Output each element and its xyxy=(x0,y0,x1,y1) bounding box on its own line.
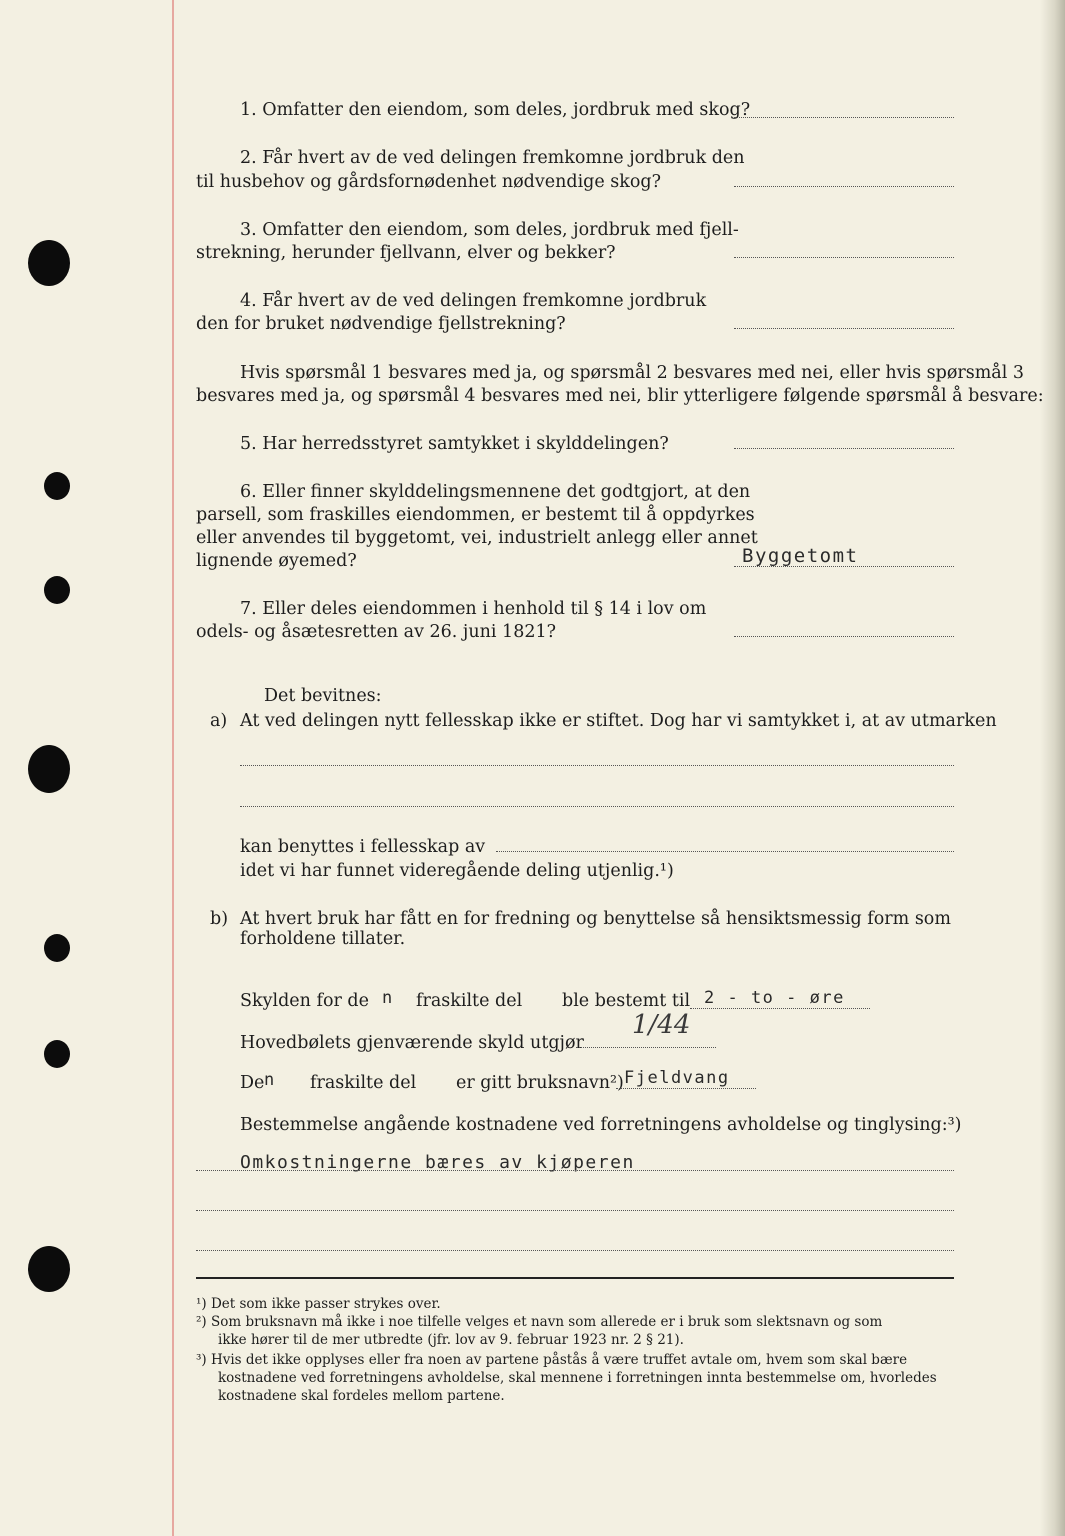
skyld-n-typed[interactable]: n xyxy=(382,988,394,1008)
declaration-a-text: At ved delingen nytt fellesskap ikke er stiftet. Dog har vi samtykket i, at av utmarken xyxy=(240,711,997,731)
condition-line-2: besvares med ja, og spørsmål 4 besvares med nei, blir ytterligere følgende spørsmål å besvare: xyxy=(196,386,1044,406)
footnote-2-line-1: ²) Som bruksnavn må ikke i noe tilfelle velges et navn som allerede er i bruk som slektsnavn og som xyxy=(196,1314,883,1330)
bruksnavn-middle: fraskilte del xyxy=(310,1073,417,1093)
answer-6-typed[interactable]: Byggetomt xyxy=(742,545,859,567)
skyld-prefix: Skylden for de xyxy=(240,991,369,1011)
bruksnavn-prefix: De xyxy=(240,1073,265,1093)
skyld-line xyxy=(690,1008,870,1009)
binder-hole xyxy=(44,1040,70,1068)
question-4-line-2: den for bruket nødvendige fjellstrekning? xyxy=(196,314,566,334)
answer-line-6 xyxy=(734,566,954,567)
question-6-line-2: parsell, som fraskilles eiendommen, er bestemt til å oppdyrkes xyxy=(196,505,755,525)
bruksnavn-n-typed[interactable]: n xyxy=(264,1070,276,1090)
declaration-b-label: b) xyxy=(210,909,229,929)
answer-line-1[interactable] xyxy=(734,117,954,118)
declaration-b-line-2: forholdene tillater. xyxy=(240,929,406,949)
footnote-1: ¹) Det som ikke passer strykes over. xyxy=(196,1296,441,1312)
question-6-line-1: 6. Eller finner skylddelingsmennene det godtgjort, at den xyxy=(240,482,751,502)
question-1: 1. Omfatter den eiendom, som deles, jordbruk med skog? xyxy=(240,100,751,120)
question-5: 5. Har herredsstyret samtykket i skylddelingen? xyxy=(240,434,669,454)
skyld-post: ble bestemt til xyxy=(562,991,691,1011)
bruksnavn-post: er gitt bruksnavn²) xyxy=(456,1073,624,1093)
binder-hole xyxy=(44,576,70,604)
binder-hole xyxy=(44,472,70,500)
answer-line-4[interactable] xyxy=(734,328,954,329)
bruksnavn-line xyxy=(616,1088,756,1089)
question-6-line-3: eller anvendes til byggetomt, vei, industrielt anlegg eller annet xyxy=(196,528,758,548)
skyld-value-typed[interactable]: 2 - to - øre xyxy=(704,988,845,1008)
footnote-3-line-1: ³) Hvis det ikke opplyses eller fra noen av partene påstås å være truffet avtale om, hvem som skal bære xyxy=(196,1352,908,1368)
question-3-line-2: strekning, herunder fjellvann, elver og bekker? xyxy=(196,243,616,263)
answer-line-2[interactable] xyxy=(734,186,954,187)
question-2-line-1: 2. Får hvert av de ved delingen fremkomne jordbruk den xyxy=(240,148,745,168)
kostnad-line-1 xyxy=(196,1170,954,1171)
kostnad-label: Bestemmelse angående kostnadene ved forretningens avholdelse og tinglysing:³) xyxy=(240,1115,962,1135)
question-7-line-2: odels- og åsætesretten av 26. juni 1821? xyxy=(196,622,556,642)
footnote-2-line-2: ikke hører til de mer utbredte (jfr. lov av 9. februar 1923 nr. 2 § 21). xyxy=(218,1332,684,1348)
kostnad-line-3[interactable] xyxy=(196,1250,954,1251)
hovedbol-value-handwritten[interactable]: 1/44 xyxy=(632,1010,691,1040)
hovedbol-label: Hovedbølets gjenværende skyld utgjør xyxy=(240,1033,584,1053)
question-7-line-1: 7. Eller deles eiendommen i henhold til § 14 i lov om xyxy=(240,599,707,619)
skyld-middle: fraskilte del xyxy=(416,991,523,1011)
question-3-line-1: 3. Omfatter den eiendom, som deles, jordbruk med fjell- xyxy=(240,220,739,240)
condition-line-1: Hvis spørsmål 1 besvares med ja, og spørsmål 2 besvares med nei, eller hvis spørsmål 3 xyxy=(240,363,1025,383)
binder-hole xyxy=(28,745,70,793)
binder-hole xyxy=(28,1246,70,1292)
declaration-b-line-1: At hvert bruk har fått en for fredning og benyttelse så hensiktsmessig form som xyxy=(240,909,951,929)
binder-hole xyxy=(28,240,70,286)
footnote-divider xyxy=(196,1277,954,1279)
margin-line xyxy=(172,0,174,1536)
binder-hole xyxy=(44,934,70,962)
footnote-3-line-2: kostnadene ved forretningens avholdelse, skal mennene i forretningen innta bestemmelse om, hvorledes xyxy=(218,1370,937,1386)
question-4-line-1: 4. Får hvert av de ved delingen fremkomne jordbruk xyxy=(240,291,707,311)
declaration-a-line-1[interactable] xyxy=(240,765,954,766)
declaration-a-label: a) xyxy=(210,711,228,731)
hovedbol-line[interactable] xyxy=(576,1047,716,1048)
declaration-a-common: kan benyttes i fellesskap av xyxy=(240,837,486,857)
declaration-intro: Det bevitnes: xyxy=(264,686,382,706)
answer-line-5[interactable] xyxy=(734,448,954,449)
question-6-line-4: lignende øyemed? xyxy=(196,551,357,571)
question-2-line-2: til husbehov og gårdsfornødenhet nødvendige skog? xyxy=(196,172,661,192)
answer-line-3[interactable] xyxy=(734,257,954,258)
kostnad-value-typed[interactable]: Omkostningerne bæres av kjøperen xyxy=(240,1152,635,1173)
page-edge-shadow xyxy=(1040,0,1065,1536)
declaration-a-line-2[interactable] xyxy=(240,806,954,807)
declaration-a-common-line[interactable] xyxy=(496,851,954,852)
declaration-a-reason: idet vi har funnet videregående deling utjenlig.¹) xyxy=(240,861,674,881)
footnote-3-line-3: kostnadene skal fordeles mellom partene. xyxy=(218,1388,505,1404)
bruksnavn-typed[interactable]: Fjeldvang xyxy=(624,1068,730,1088)
answer-line-7[interactable] xyxy=(734,636,954,637)
kostnad-line-2[interactable] xyxy=(196,1210,954,1211)
